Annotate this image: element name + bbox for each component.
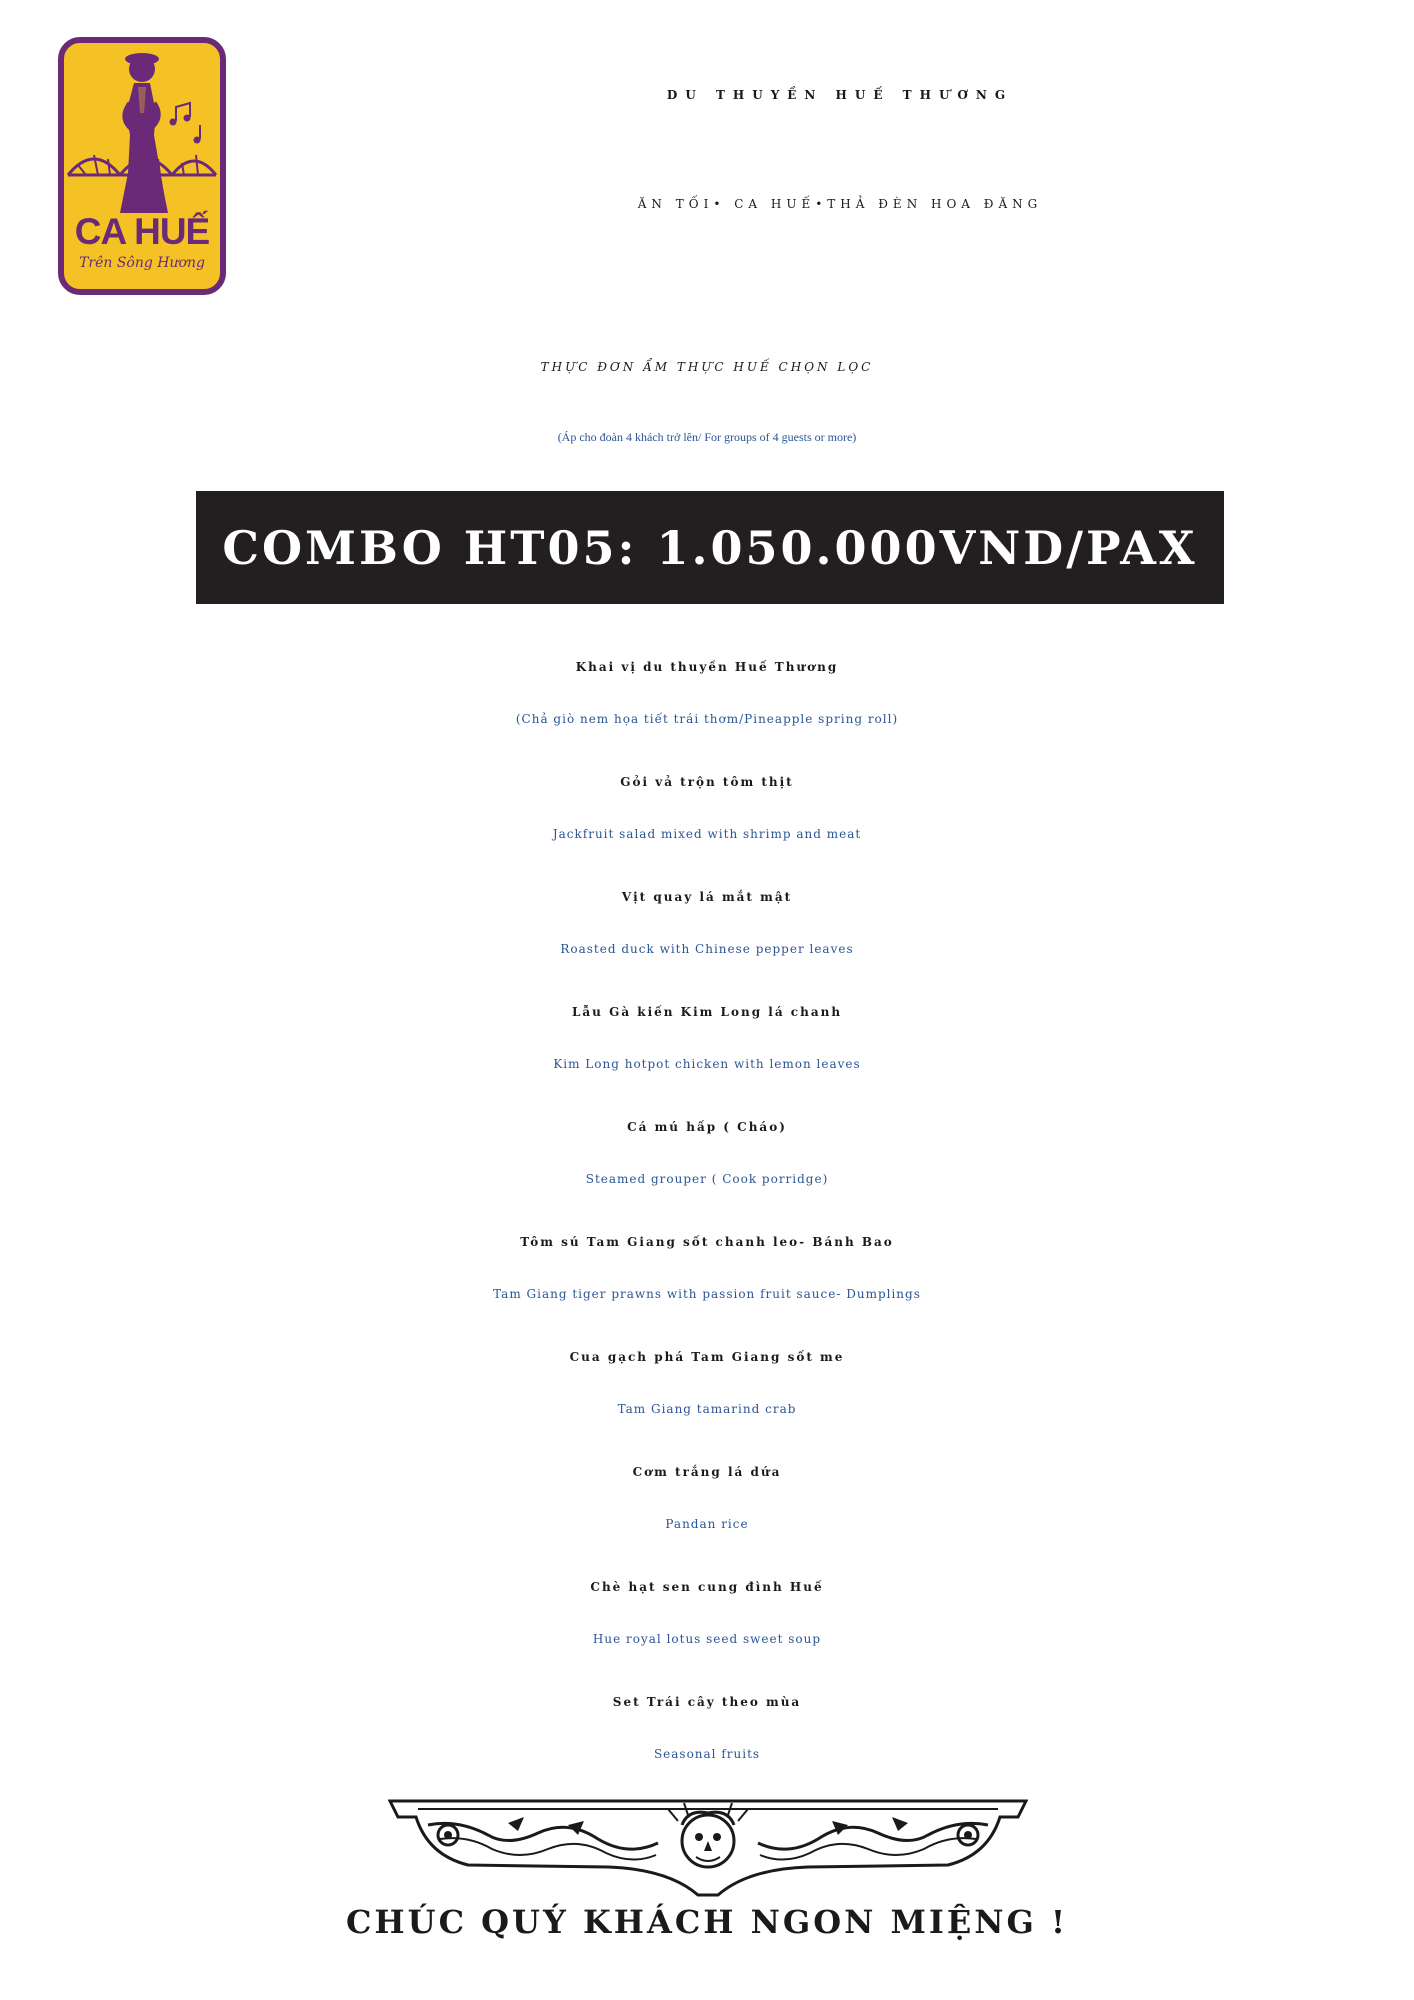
dish-name: Cá mú hấp ( Cháo) [627,1120,787,1134]
logo-wordmark: CA HUẾ [74,211,210,252]
dish-item [0,1556,1414,1671]
dish-description: Seasonal fruits [653,1747,761,1761]
dish-description: Jackfruit salad mixed with shrimp and meat [552,827,862,841]
dish-description: Steamed grouper ( Cook porridge) [585,1172,829,1186]
dish-name: Gỏi vả trộn tôm thịt [620,775,794,789]
dish-name: Lẫu Gà kiến Kim Long lá chanh [571,1005,843,1019]
combo-price-label: COMBO HT05: 1.050.000VND/PAX [222,520,1198,575]
menu-heading: THỰC ĐƠN ẨM THỰC HUẾ CHỌN LỌC [540,360,874,374]
dish-description: Pandan rice [665,1517,749,1531]
dish-description: Tam Giang tiger prawns with passion fruit sauce- Dumplings [493,1287,921,1301]
dish-item [0,1671,1414,1786]
dish-item [0,1326,1414,1441]
dish-name: Vịt quay lá mắt mật [621,890,793,904]
combo-banner [196,491,1224,604]
dish-description: Kim Long hotpot chicken with lemon leaves [553,1057,861,1071]
dish-name: Cua gạch phá Tam Giang sốt me [569,1350,845,1364]
dish-item [0,866,1414,981]
dish-name: Set Trái cây theo mùa [612,1695,802,1709]
logo-tagline: Trên Sông Hương [79,255,205,271]
dish-description: Roasted duck with Chinese pepper leaves [560,942,854,956]
dish-name: Khai vị du thuyền Huế Thương [575,660,839,674]
dish-item [0,1096,1414,1211]
dish-name: Tôm sú Tam Giang sốt chanh leo- Bánh Bao [520,1235,894,1249]
dish-name: Cơm trắng lá dứa [632,1465,782,1479]
dish-item [0,981,1414,1096]
dish-description: (Chả giò nem họa tiết trái thơm/Pineapple spring roll) [515,712,899,726]
ca-hue-logo [58,37,226,295]
closing-message: CHÚC QUÝ KHÁCH NGON MIỆNG ! [345,1903,1069,1941]
dish-name: Chè hạt sen cung đình Huế [590,1580,824,1594]
dish-item [0,1211,1414,1326]
decorative-ornament-divider [388,1795,1028,1905]
page-title: DU THUYỀN HUẾ THƯƠNG [666,88,1014,102]
dish-list [0,636,1414,1786]
dish-item [0,1441,1414,1556]
dish-item [0,636,1414,751]
group-note: (Áp cho đoàn 4 khách trở lên/ For groups of 4 guests or more) [557,430,857,444]
dish-description: Tam Giang tamarind crab [617,1402,797,1416]
page-tagline: ĂN TỐI• CA HUẾ•THẢ ĐÈN HOA ĐĂNG [637,197,1043,211]
dish-item [0,751,1414,866]
dish-description: Hue royal lotus seed sweet soup [592,1632,822,1646]
